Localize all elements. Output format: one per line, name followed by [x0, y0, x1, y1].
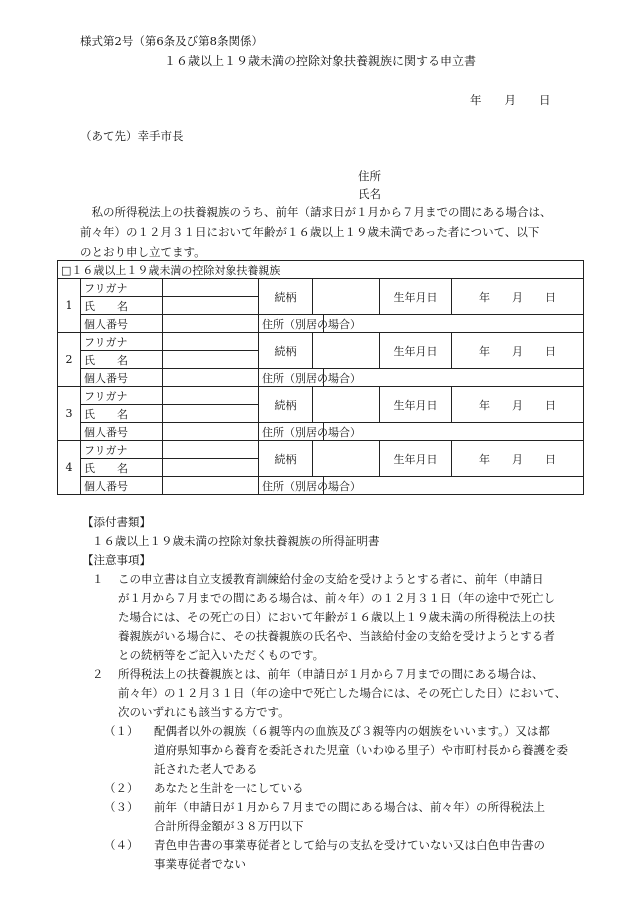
intro-line: 前々年）の１２月３１日において年齢が１６歳以上１９歳未満であった者について、以下 — [80, 225, 540, 239]
note-line: た場合には、その死亡の日）において年齢が１６歳以上１９歳未満の所得税法上の扶 — [118, 610, 555, 624]
address-label: 住所（別居の場合） — [259, 315, 324, 333]
item-number: （４） — [104, 838, 139, 852]
note-number: ２ — [92, 667, 104, 681]
note-number: １ — [92, 572, 104, 586]
name-label: 氏 名 — [81, 459, 163, 477]
item-line: あなたと生計を一にしている — [154, 781, 304, 795]
item-line: 道府県知事から養育を委託された児童（いわゆる里子）や市町村長から養護を委 — [154, 743, 568, 757]
item-line: 事業専従者でない — [154, 857, 246, 871]
date-line: 年 月 日 — [470, 93, 551, 107]
notes-heading: 【注意事項】 — [82, 553, 151, 567]
note-2-item-3 — [82, 798, 562, 836]
item-number: （１） — [104, 724, 139, 738]
note-line: との続柄等をご記入いただくものです。 — [118, 648, 325, 662]
furigana-label: フリガナ — [81, 441, 163, 459]
note-2-item-4 — [82, 836, 562, 874]
furigana-label: フリガナ — [81, 279, 163, 297]
mynumber-label: 個人番号 — [81, 423, 163, 441]
furigana-field[interactable] — [163, 387, 259, 405]
name-label: 氏 名 — [81, 351, 163, 369]
note-2 — [82, 665, 567, 722]
mynumber-label: 個人番号 — [81, 315, 163, 333]
note-2-item-1 — [82, 722, 568, 779]
item-number: （２） — [104, 781, 139, 795]
addressee: （あて先）幸手市長 — [80, 129, 184, 143]
furigana-field[interactable] — [163, 279, 259, 297]
applicant-address-label[interactable]: 住所 — [358, 169, 381, 183]
name-label: 氏 名 — [81, 297, 163, 315]
furigana-field[interactable] — [163, 441, 259, 459]
relation-field[interactable] — [313, 333, 380, 369]
name-label: 氏 名 — [81, 405, 163, 423]
row-number: 4 — [58, 441, 81, 495]
birthdate-field[interactable]: 年 月 日 — [452, 441, 584, 477]
relation-field[interactable] — [313, 279, 380, 315]
notes-section — [82, 513, 568, 874]
item-body — [154, 836, 545, 874]
attachments-item: １６歳以上１９歳未満の控除対象扶養親族の所得証明書 — [92, 534, 380, 548]
mynumber-field[interactable] — [163, 369, 259, 387]
item-line: 合計所得金額が３８万円以下 — [154, 819, 304, 833]
note-line: 次のいずれにも該当する方です。 — [118, 705, 290, 719]
item-body — [154, 779, 304, 798]
note-line: この申立書は自立支援教育訓練給付金の支給を受けようとする者に、前年（申請日 — [118, 572, 544, 586]
note-line: 所得税法上の扶養親族とは、前年（申請日が１月から７月までの間にある場合は、 — [118, 667, 544, 681]
row-number: 1 — [58, 279, 81, 333]
intro-line: のとおり申し立てます。 — [80, 245, 206, 259]
birthdate-field[interactable]: 年 月 日 — [452, 333, 584, 369]
relation-label: 続柄 — [259, 441, 313, 477]
mynumber-field[interactable] — [163, 423, 259, 441]
row-number: 2 — [58, 333, 81, 387]
item-line: 前年（申請日が１月から７月までの間にある場合は、前々年）の所得税法上 — [154, 800, 545, 814]
birthdate-field[interactable]: 年 月 日 — [452, 279, 584, 315]
note-line: 前々年）の１２月３１日（年の途中で死亡した場合には、その死亡した日）において、 — [118, 686, 567, 700]
mynumber-field[interactable] — [163, 477, 259, 495]
mynumber-label: 個人番号 — [81, 477, 163, 495]
form-number: 様式第2号（第6条及び第8条関係） — [80, 34, 263, 48]
name-field[interactable] — [163, 297, 259, 315]
birthdate-field[interactable]: 年 月 日 — [452, 387, 584, 423]
name-field[interactable] — [163, 351, 259, 369]
item-number: （３） — [104, 800, 139, 814]
applicant-name-label[interactable]: 氏名 — [358, 187, 381, 201]
birthdate-label: 生年月日 — [380, 279, 452, 315]
mynumber-field[interactable] — [163, 315, 259, 333]
note-2-item-2 — [82, 779, 562, 798]
furigana-field[interactable] — [163, 333, 259, 351]
address-field[interactable] — [324, 369, 584, 387]
note-line: が１月から７月までの間にある場合は、前々年）の１２月３１日（年の途中で死亡し — [118, 591, 555, 605]
item-body — [154, 798, 545, 836]
address-label: 住所（別居の場合） — [259, 477, 324, 495]
item-line: 託された老人である — [154, 762, 258, 776]
furigana-label: フリガナ — [81, 387, 163, 405]
row-number: 3 — [58, 387, 81, 441]
birthdate-label: 生年月日 — [380, 333, 452, 369]
address-field[interactable] — [324, 315, 584, 333]
address-label: 住所（別居の場合） — [259, 369, 324, 387]
relation-label: 続柄 — [259, 387, 313, 423]
relation-field[interactable] — [313, 441, 380, 477]
address-field[interactable] — [324, 477, 584, 495]
attachments-heading: 【添付書類】 — [82, 515, 151, 529]
furigana-label: フリガナ — [81, 333, 163, 351]
item-body — [154, 722, 568, 779]
table-header: □１６歳以上１９歳未満の控除対象扶養親族 — [58, 261, 584, 279]
item-line: 青色申告書の事業専従者として給与の支払を受けていない又は白色申告書の — [154, 838, 545, 852]
relation-label: 続柄 — [259, 333, 313, 369]
name-field[interactable] — [163, 405, 259, 423]
note-1 — [82, 570, 562, 665]
name-field[interactable] — [163, 459, 259, 477]
birthdate-label: 生年月日 — [380, 441, 452, 477]
intro-line: 私の所得税法上の扶養親族のうち、前年（請求日が１月から７月までの間にある場合は、 — [80, 205, 552, 219]
note-body — [118, 665, 566, 722]
dependents-table — [57, 260, 584, 495]
intro-paragraph — [80, 202, 560, 262]
note-body — [118, 570, 555, 665]
page-title: １６歳以上１９歳未満の控除対象扶養親族に関する申立書 — [164, 54, 477, 68]
relation-field[interactable] — [313, 387, 380, 423]
address-field[interactable] — [324, 423, 584, 441]
note-line: 養親族がいる場合に、その扶養親族の氏名や、当該給付金の支給を受けようとする者 — [118, 629, 555, 643]
address-label: 住所（別居の場合） — [259, 423, 324, 441]
item-line: 配偶者以外の親族（６親等内の血族及び３親等内の姻族をいいます。）又は都 — [154, 724, 550, 738]
birthdate-label: 生年月日 — [380, 387, 452, 423]
mynumber-label: 個人番号 — [81, 369, 163, 387]
relation-label: 続柄 — [259, 279, 313, 315]
